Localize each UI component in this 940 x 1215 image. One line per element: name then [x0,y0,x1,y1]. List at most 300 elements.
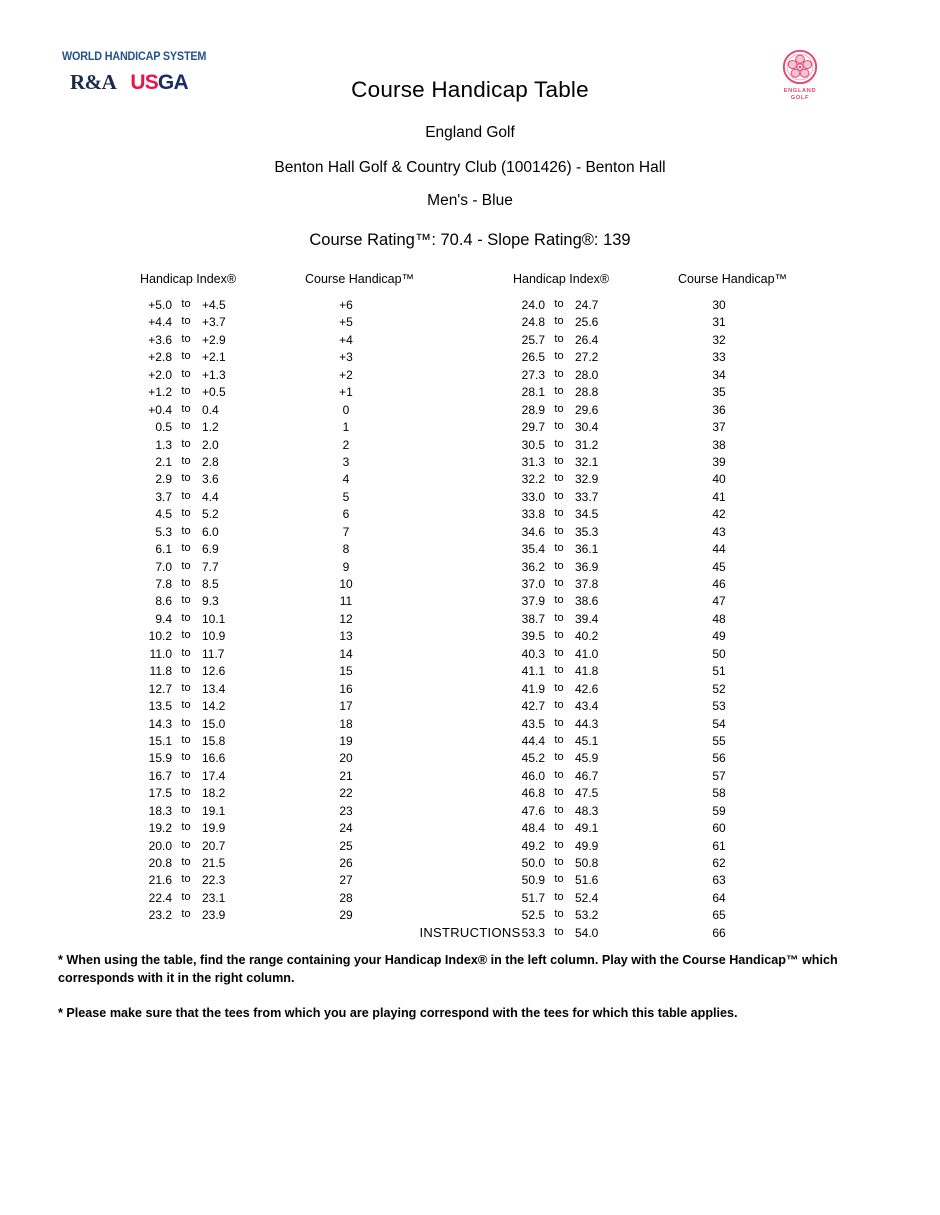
course-handicap-value: 6 [342,507,350,522]
range-separator: to [554,559,564,572]
range-separator: to [181,489,191,502]
handicap-index-low: 39.5 [521,629,545,644]
course-handicap-value: 21 [339,768,353,783]
handicap-index-high: 52.4 [575,890,599,905]
table-row [130,472,470,489]
course-handicap-value: 26 [339,856,353,870]
handicap-index-low: 48.4 [521,821,545,836]
range-separator: to [181,298,191,310]
handicap-index-high: 54.0 [575,925,599,940]
range-separator: to [554,332,564,345]
range-separator: to [554,402,564,415]
range-separator: to [554,367,564,380]
range-separator: to [554,350,564,363]
table-row [130,717,470,734]
handicap-index-low: +2.0 [148,367,172,382]
handicap-index-low: 20.0 [148,838,172,853]
table-row [130,821,470,838]
course-handicap-value: 7 [342,524,350,539]
randa-logo: R&A [70,70,117,94]
range-separator: to [554,420,564,433]
table-header-row-left [130,272,470,298]
range-separator: to [181,821,191,834]
course-handicap-value: 10 [339,577,353,591]
course-handicap-value: 17 [339,699,353,714]
handicap-index-low: 17.5 [148,786,172,801]
table-row [503,455,843,472]
range-separator: to [554,821,564,834]
handicap-index-low: 51.7 [521,890,545,905]
table-row [130,751,470,768]
range-separator: to [181,611,191,624]
table-row [503,594,843,611]
range-separator: to [554,646,564,659]
handicap-index-high: 28.0 [575,367,599,382]
table-row [503,403,843,420]
course-handicap-value: 66 [712,925,726,940]
handicap-index-low: +4.4 [148,315,172,330]
handicap-index-high: 40.2 [575,629,599,644]
tee-set-name: Men's - Blue [427,192,513,209]
table-row [130,560,470,577]
table-row [130,525,470,542]
handicap-index-low: 44.4 [521,733,545,748]
course-handicap-value: 14 [339,646,353,661]
range-separator: to [554,385,564,398]
handicap-index-low: 21.6 [148,873,172,888]
range-separator: to [554,890,564,903]
range-separator: to [554,577,564,589]
range-separator: to [554,716,564,729]
range-separator: to [554,838,564,851]
handicap-index-low: 35.4 [521,542,545,557]
handicap-index-high: 23.9 [202,908,226,923]
table-row [130,873,470,890]
handicap-index-high: 19.1 [202,803,226,818]
handicap-index-low: 36.2 [521,559,545,574]
instructions-section [0,925,940,1023]
handicap-index-low: +3.6 [148,332,172,347]
range-separator: to [181,542,191,555]
handicap-index-high: 53.2 [575,908,599,923]
range-separator: to [181,699,191,712]
course-handicap-value: 5 [342,489,350,504]
table-row [503,873,843,890]
range-separator: to [181,367,191,380]
handicap-index-low: 3.7 [155,489,172,504]
range-separator: to [181,873,191,886]
handicap-index-high: 35.3 [575,524,599,539]
handicap-index-low: 46.8 [521,786,545,801]
handicap-index-low: 30.5 [521,437,545,452]
handicap-index-high: 14.2 [202,699,226,714]
range-separator: to [181,786,191,799]
table-header-row-right [503,272,843,298]
table-row [503,856,843,873]
handicap-index-low: 20.8 [148,856,172,870]
course-handicap-value: 38 [712,437,726,452]
course-handicap-value: 2 [342,437,350,452]
range-separator: to [181,768,191,781]
handicap-index-low: 50.0 [521,856,545,870]
table-row [503,717,843,734]
handicap-index-low: 1.3 [155,437,172,452]
course-handicap-value: 56 [712,751,726,766]
range-separator: to [181,507,191,520]
table-row [130,298,470,315]
range-separator: to [181,577,191,589]
course-handicap-value: 15 [339,664,353,679]
table-row [130,769,470,786]
range-separator: to [554,733,564,746]
table-row [503,315,843,332]
course-handicap-value: 16 [339,681,353,696]
handicap-index-low: 50.9 [521,873,545,888]
range-separator: to [554,629,564,642]
course-handicap-value: 20 [339,751,353,766]
range-separator: to [181,890,191,903]
course-handicap-value: 53 [712,699,726,714]
handicap-index-low: 31.3 [521,454,545,469]
range-separator: to [181,350,191,363]
table-row [503,664,843,681]
range-separator: to [181,402,191,415]
handicap-index-high: 33.7 [575,489,599,504]
table-row [503,734,843,751]
handicap-index-high: 22.3 [202,873,226,888]
course-handicap-value: 40 [712,472,726,487]
range-separator: to [554,594,564,607]
course-handicap-value: 31 [712,315,726,330]
usga-logo-ga: GA [157,71,188,94]
handicap-index-low: 15.1 [148,733,172,748]
table-row [503,839,843,856]
table-row [503,786,843,803]
course-handicap-value: 44 [712,542,726,557]
handicap-index-high: 9.3 [202,594,219,609]
table-row [503,298,843,315]
course-handicap-value: 45 [712,559,726,574]
handicap-index-high: 2.0 [202,437,219,452]
handicap-index-high: 1.2 [202,420,219,435]
handicap-index-high: 51.6 [575,873,599,888]
range-separator: to [554,489,564,502]
handicap-index-high: 2.8 [202,454,219,469]
table-row [503,438,843,455]
instructions-paragraph-2: * Please make sure that the tees from which you are playing correspond with the tees for which this table applies. [58,1006,738,1020]
handicap-index-high: +3.7 [202,315,226,330]
handicap-index-high: +1.3 [202,367,226,382]
course-handicap-value: 25 [339,838,353,853]
course-handicap-value: 24 [339,821,353,836]
range-separator: to [181,803,191,816]
range-separator: to [181,838,191,851]
column-header-course-handicap: Course Handicap™ [305,272,415,286]
handicap-index-high: 41.8 [575,664,599,679]
table-row [503,821,843,838]
england-golf-logo-text [770,88,830,102]
handicap-index-high: 19.9 [202,821,226,836]
table-row [503,350,843,367]
range-separator: to [181,524,191,537]
handicap-index-low: 7.8 [155,577,172,591]
table-row [130,403,470,420]
handicap-index-high: +0.5 [202,385,226,400]
range-separator: to [554,611,564,624]
course-handicap-value: 65 [712,908,726,923]
range-separator: to [181,908,191,921]
table-row [503,385,843,402]
table-row [503,629,843,646]
handicap-index-low: +2.8 [148,350,172,365]
course-handicap-value: 52 [712,681,726,696]
range-separator: to [554,751,564,764]
handicap-index-low: 15.9 [148,751,172,766]
handicap-index-high: 41.0 [575,646,599,661]
handicap-index-high: 39.4 [575,611,599,626]
handicap-index-high: 26.4 [575,332,599,347]
table-row [503,420,843,437]
course-handicap-value: 42 [712,507,726,522]
course-handicap-value: 61 [712,838,726,853]
handicap-index-low: 6.1 [155,542,172,557]
course-handicap-value: 58 [712,786,726,801]
range-separator: to [554,699,564,712]
table-row [130,839,470,856]
handicap-index-high: 11.7 [202,646,225,661]
handicap-index-low: 28.9 [521,402,545,417]
table-row [130,490,470,507]
handicap-index-high: 10.1 [202,611,226,626]
range-separator: to [181,681,191,694]
handicap-index-high: 36.1 [575,542,599,557]
range-separator: to [554,856,564,868]
table-row [503,333,843,350]
course-handicap-value: 28 [339,890,353,905]
table-row [130,629,470,646]
course-handicap-value: 64 [712,890,726,905]
course-handicap-value: 18 [339,716,353,731]
handicap-index-high: 6.0 [202,524,219,539]
handicap-index-low: 37.9 [521,594,545,609]
course-handicap-value: 54 [712,716,726,731]
course-handicap-value: 49 [712,629,726,644]
handicap-index-high: 4.4 [202,489,219,504]
handicap-index-low: 8.6 [155,594,172,609]
range-separator: to [181,559,191,572]
handicap-index-low: 28.1 [521,385,545,400]
course-handicap-value: 63 [712,873,726,888]
handicap-index-low: 24.8 [521,315,545,330]
range-separator: to [554,786,564,799]
table-row [503,804,843,821]
course-handicap-value: 19 [339,733,353,748]
column-header-handicap-index: Handicap Index® [140,272,237,286]
handicap-index-high: +2.1 [202,350,226,365]
handicap-index-high: 7.7 [202,559,219,574]
handicap-index-low: 5.3 [155,524,172,539]
document-header [0,0,940,115]
course-handicap-value: +1 [339,385,353,400]
handicap-index-low: 45.2 [521,751,545,766]
club-name: Benton Hall Golf & Country Club (1001426) - Benton Hall [274,159,666,176]
handicap-index-low: 24.0 [521,298,545,312]
handicap-index-low: 37.0 [521,577,545,591]
range-separator: to [181,454,191,467]
table-row [503,751,843,768]
handicap-index-high: 30.4 [575,420,599,435]
table-row [130,647,470,664]
handicap-index-low: 7.0 [155,559,172,574]
table-row [503,368,843,385]
table-row [130,734,470,751]
handicap-index-low: 19.2 [148,821,172,836]
handicap-index-high: 49.1 [575,821,599,836]
table-row [130,385,470,402]
handicap-index-high: 43.4 [575,699,599,714]
handicap-index-high: 16.6 [202,751,226,766]
table-row [503,490,843,507]
table-row [130,455,470,472]
course-handicap-value: 43 [712,524,726,539]
table-row [130,804,470,821]
range-separator: to [181,332,191,345]
handicap-index-low: 2.9 [155,472,172,487]
course-handicap-value: 36 [712,402,726,417]
handicap-index-low: 14.3 [148,716,172,731]
table-row [130,507,470,524]
table-row [503,908,843,925]
handicap-index-high: 3.6 [202,472,219,487]
handicap-index-high: 45.9 [575,751,599,766]
handicap-index-low: 47.6 [521,803,545,818]
england-golf-line1: ENGLAND [783,88,817,94]
handicap-index-low: 29.7 [521,420,545,435]
course-handicap-value: 23 [339,803,353,818]
instructions-heading: INSTRUCTIONS [419,925,521,940]
course-handicap-value: 4 [342,472,350,487]
column-header-course-handicap: Course Handicap™ [678,272,788,286]
table-body-left [130,298,470,926]
range-separator: to [554,681,564,694]
course-handicap-value: 47 [712,594,726,609]
course-handicap-value: 37 [712,420,726,435]
course-handicap-value: 46 [712,577,726,591]
table-row [130,438,470,455]
england-golf-logo [770,48,830,110]
table-row [130,612,470,629]
handicap-index-low: 18.3 [148,803,172,818]
handicap-index-low: 49.2 [521,838,545,853]
handicap-index-low: 53.3 [521,925,545,940]
range-separator: to [554,454,564,467]
handicap-index-high: +4.5 [202,298,226,312]
course-handicap-value: 33 [712,350,726,365]
course-handicap-value: 51 [712,664,726,679]
handicap-index-high: 50.8 [575,856,599,870]
range-separator: to [181,646,191,659]
handicap-index-low: 10.2 [148,629,172,644]
handicap-index-high: 38.6 [575,594,599,609]
handicap-index-low: 43.5 [521,716,545,731]
range-separator: to [554,437,564,450]
range-separator: to [554,315,564,328]
instructions-paragraph-1: * When using the table, find the range containing your Handicap Index® in the left column. Play with the Course Handicap™ which corresponds with it in the right column. [58,953,838,985]
course-handicap-value: 29 [339,908,353,923]
handicap-index-high: 32.1 [575,454,599,469]
handicap-index-high: 5.2 [202,507,219,522]
range-separator: to [181,716,191,729]
handicap-index-high: 48.3 [575,803,599,818]
range-separator: to [181,751,191,764]
range-separator: to [181,594,191,607]
column-header-handicap-index: Handicap Index® [513,272,610,286]
table-row [503,542,843,559]
table-body-right [503,298,843,943]
table-row [130,699,470,716]
table-row [503,682,843,699]
course-handicap-value: 62 [712,856,726,870]
course-handicap-value: 57 [712,768,726,783]
range-separator: to [181,733,191,746]
handicap-index-high: 17.4 [202,768,226,783]
handicap-index-high: 34.5 [575,507,599,522]
handicap-index-low: 34.6 [521,524,545,539]
handicap-index-low: 40.3 [521,646,545,661]
range-separator: to [181,856,191,868]
handicap-index-high: 0.4 [202,402,219,417]
table-row [130,682,470,699]
course-handicap-value: 27 [339,873,353,888]
handicap-index-low: 0.5 [155,420,172,435]
range-separator: to [554,524,564,537]
england-rose-icon [781,48,819,86]
handicap-index-low: 13.5 [148,699,172,714]
handicap-index-high: 32.9 [575,472,599,487]
range-separator: to [554,472,564,485]
range-separator: to [554,542,564,555]
handicap-index-high: 10.9 [202,629,226,644]
handicap-index-high: 13.4 [202,681,226,696]
handicap-index-low: 27.3 [521,367,545,382]
handicap-table-left [130,272,470,926]
course-handicap-value: 41 [712,489,726,504]
range-separator: to [181,629,191,642]
course-handicap-value: 39 [712,454,726,469]
handicap-index-high: 18.2 [202,786,226,801]
range-separator: to [554,298,564,310]
handicap-index-low: 11.8 [149,664,172,679]
course-handicap-value: 60 [712,821,726,836]
handicap-index-high: 21.5 [202,856,226,870]
course-handicap-value: 1 [342,420,350,435]
handicap-index-high: 23.1 [202,890,226,905]
handicap-index-high: 45.1 [575,733,599,748]
table-row [130,315,470,332]
course-handicap-value: +4 [339,332,353,347]
handicap-index-high: 37.8 [575,577,599,591]
course-handicap-value: +2 [339,367,353,382]
handicap-index-low: 41.1 [521,664,545,679]
range-separator: to [181,437,191,450]
handicap-index-high: 42.6 [575,681,599,696]
course-handicap-value: 11 [339,594,353,609]
handicap-index-low: 11.0 [149,646,172,661]
course-handicap-value: 12 [339,611,353,626]
handicap-index-low: 46.0 [521,768,545,783]
course-handicap-value: +5 [339,315,353,330]
table-row [503,769,843,786]
